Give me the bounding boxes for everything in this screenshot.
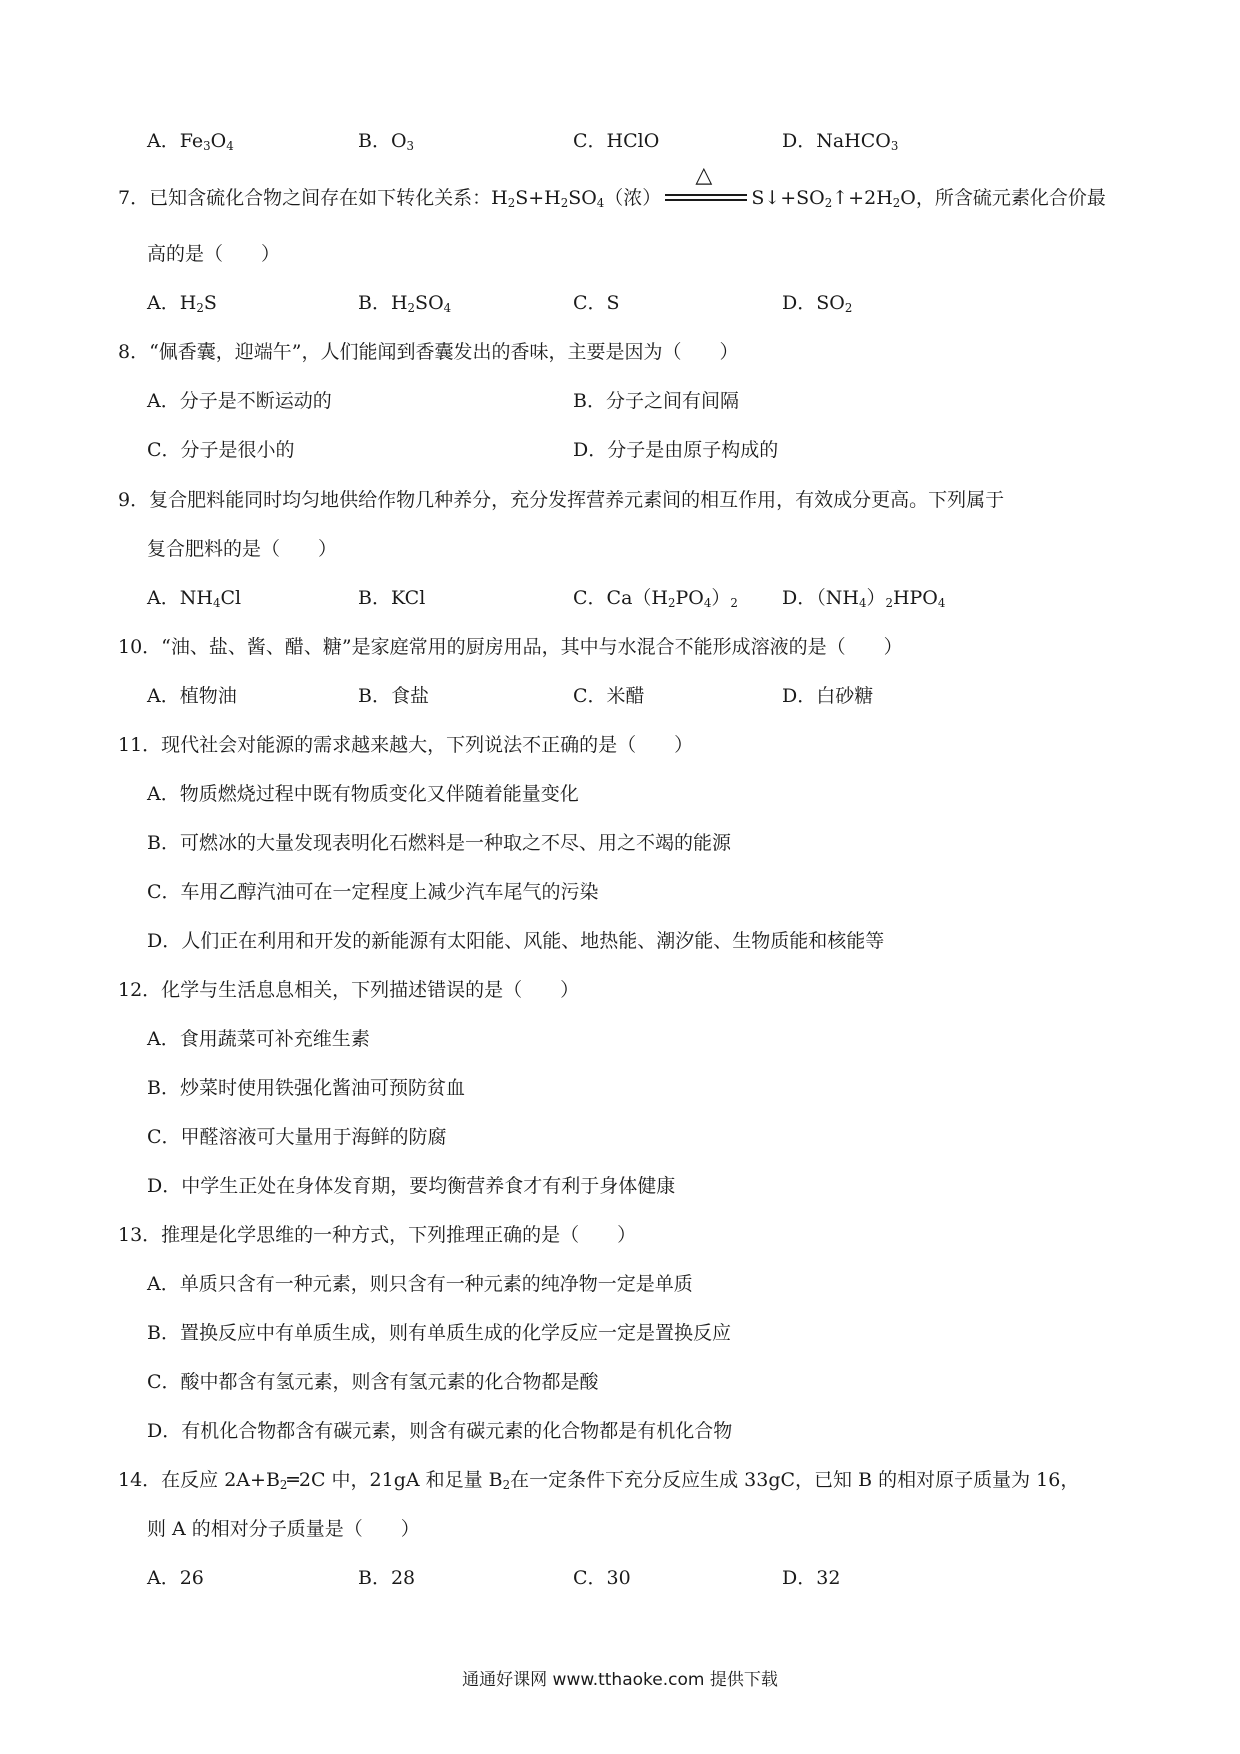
subscript: 2 [844,300,853,315]
q12-option-a: A．食用蔬菜可补充维生素 [147,1028,370,1050]
q9-option-b: B．KCl [358,587,426,609]
q10-option-a: A．植物油 [147,685,237,707]
q14-stem: 14．在反应 $2A+B_2═2C$ 中，21gA 和足量 $B_2$在一定条件下充分反应生成 33gC，已知 B 的相对原子质量为 16， [118,1469,1080,1492]
q14-option-c: C．30 [573,1567,631,1589]
subscript: 2 [885,595,893,610]
q9-stem: 9．复合肥料能同时均匀地供给作物几种养分，充分发挥营养元素间的相互作用，有效成分更高。下列属于 [118,489,1005,511]
q13-stem: 13．推理是化学思维的一种方式，下列推理正确的是（ ） [118,1224,637,1246]
subscript: 3 [203,138,211,153]
q7-number: 7． [118,187,150,209]
q8-option-a: A．分子是不断运动的 [147,390,332,412]
q9-option-c: C．$Ca(H_2PO_4)_2$ [573,587,738,610]
q11-option-a: A．物质燃烧过程中既有物质变化又伴随着能量变化 [147,783,579,805]
subscript: 2 [730,595,738,610]
q12-stem: 12．化学与生活息息相关，下列描述错误的是（ ） [118,979,580,1001]
q6-option-a: A．$Fe_3O_4$ [147,130,234,153]
q14-stem-cont: 则 A 的相对分子质量是（ ） [147,1518,420,1540]
subscript: 2 [407,300,416,315]
subscript: 4 [858,595,867,610]
subscript: 4 [937,595,946,610]
q8-option-c: C．分子是很小的 [147,439,295,461]
q8-option-d: D．分子是由原子构成的 [573,439,779,461]
q9-option-d: D．$(NH_4)_2HPO_4$ [782,587,946,610]
q6-option-c: C．HClO [573,130,660,152]
q13-option-c: C．酸中都含有氢元素，则含有氢元素的化合物都是酸 [147,1371,599,1393]
subscript: 3 [406,138,415,153]
q13-option-d: D．有机化合物都含有碳元素，则含有碳元素的化合物都是有机化合物 [147,1420,733,1442]
q6-option-d: D．NaHCO$_3$ [782,130,899,153]
subscript: 4 [703,595,712,610]
q9-stem-cont: 复合肥料的是（ ） [147,538,338,560]
q12-option-b: B．炒菜时使用铁强化酱油可预防贫血 [147,1077,465,1099]
page-footer: 通通好课网 www.tthaoke.com 提供下载 [462,1670,778,1690]
subscript: 2 [824,195,833,210]
q12-option-c: C．甲醛溶液可大量用于海鲜的防腐 [147,1126,447,1148]
q14-option-b: B．28 [358,1567,416,1589]
q11-option-b: B．可燃冰的大量发现表明化石燃料是一种取之不尽、用之不竭的能源 [147,832,731,854]
subscript: 2 [196,300,204,315]
q9-option-a: A．$NH_4Cl$ [147,587,242,610]
q14-option-d: D．32 [782,1567,841,1589]
q11-option-c: C．车用乙醇汽油可在一定程度上减少汽车尾气的污染 [147,881,599,903]
q11-option-d: D．人们正在利用和开发的新能源有太阳能、风能、地热能、潮汐能、生物质能和核能等 [147,930,885,952]
q7-option-c: C．S [573,292,620,314]
subscript: 2 [507,195,516,210]
q7-option-a: A．$H_2S$ [147,292,217,315]
subscript: 4 [226,138,234,153]
q10-option-c: C．米醋 [573,685,645,707]
subscript: 4 [596,195,605,210]
q13-option-a: A．单质只含有一种元素，则只含有一种元素的纯净物一定是单质 [147,1273,693,1295]
subscript: 3 [890,138,899,153]
heating-condition-icon: △ [695,163,713,188]
subscript: 2 [892,195,901,210]
subscript: 4 [212,595,221,610]
subscript: 2 [502,1477,511,1492]
q7-option-d: D．$SO_2$ [782,292,853,315]
q7-option-b: B．$H_2SO_4$ [358,292,452,315]
subscript: 2 [667,595,676,610]
q12-option-d: D．中学生正处在身体发育期，要均衡营养食才有利于身体健康 [147,1175,676,1197]
subscript: 4 [443,300,452,315]
q8-stem: 8．“佩香囊，迎端午”，人们能闻到香囊发出的香味，主要是因为（ ） [118,341,739,363]
q10-stem: 10．“油、盐、酱、醋、糖”是家庭常用的厨房用品，其中与水混合不能形成溶液的是（ ） [118,636,903,658]
q10-option-d: D．白砂糖 [782,685,874,707]
subscript: 2 [279,1477,288,1492]
subscript: 2 [560,195,569,210]
q6-option-b: B．$O_3$ [358,130,415,153]
q7-products: $S↓+SO_2↑+2H_2O$ [751,187,916,210]
reaction-heat-arrow [665,163,747,206]
q13-option-b: B．置换反应中有单质生成，则有单质生成的化学反应一定是置换反应 [147,1322,731,1344]
q7-reactants: $H_2S+H_2SO_4$（浓） [491,187,662,210]
q11-stem: 11．现代社会对能源的需求越来越大，下列说法不正确的是（ ） [118,734,694,756]
q7-stem-cont: 高的是（ ） [147,243,281,265]
q10-option-b: B．食盐 [358,685,429,707]
q8-option-b: B．分子之间有间隔 [573,390,739,412]
q14-option-a: A．26 [147,1567,204,1589]
q7-stem: 7．已知含硫化合物之间存在如下转化关系：$H_2S+H_2SO_4$（浓） △ $S↓+SO_2↑+2H_2O$，所含硫元素化合价最 [118,163,1106,210]
